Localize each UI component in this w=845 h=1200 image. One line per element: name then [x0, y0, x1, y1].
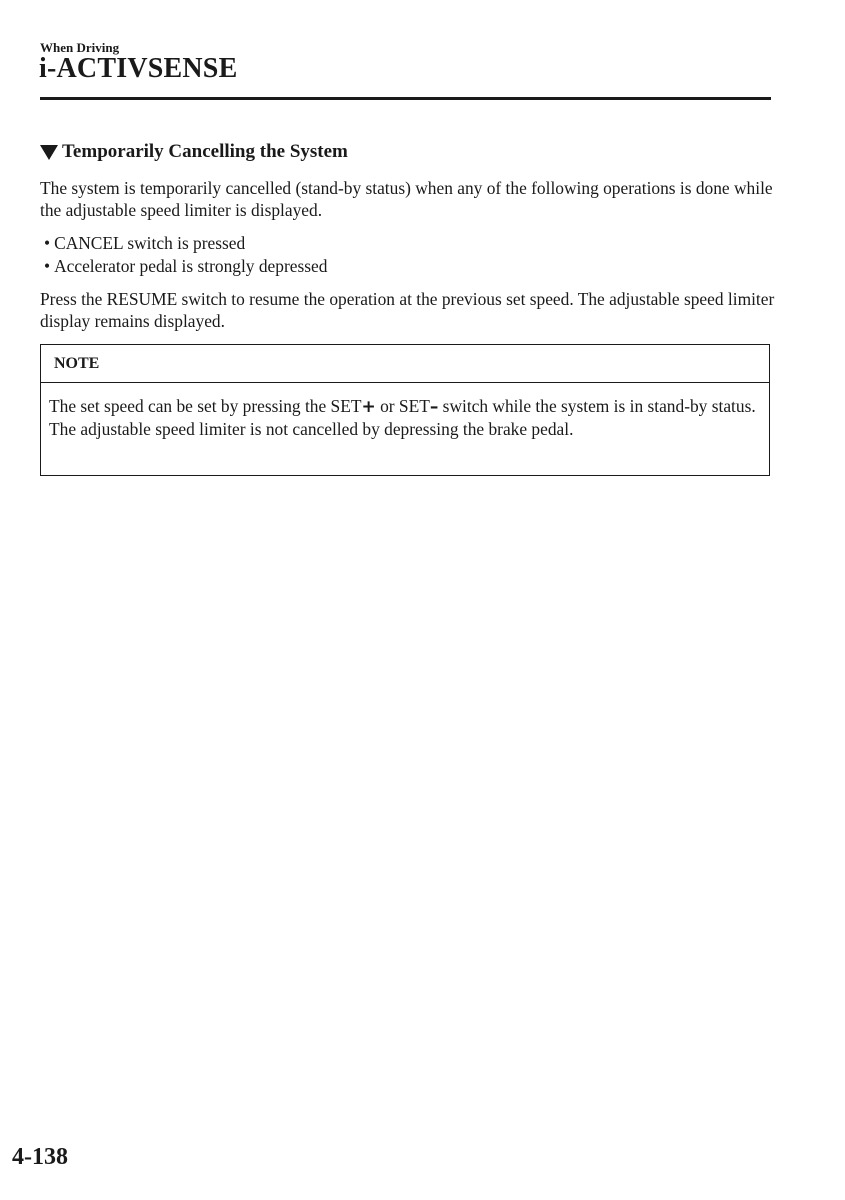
- chapter-label: When Driving: [40, 40, 120, 55]
- note-label: NOTE: [41, 345, 769, 383]
- plus-icon: +: [361, 397, 376, 417]
- operations-list: [44, 232, 327, 277]
- note-body: [41, 383, 769, 440]
- bullet-icon: •: [44, 233, 51, 253]
- header-divider: [40, 97, 771, 100]
- section-title: i-ACTIVSENSE: [39, 53, 238, 84]
- subsection-title: Temporarily Cancelling the System: [62, 141, 348, 162]
- resume-paragraph: Press the RESUME switch to resume the operation at the previous set speed. The adjustable speed limiter display remains displayed.: [40, 289, 775, 331]
- page-number: 4-138: [12, 1144, 68, 1170]
- intro-paragraph: The system is temporarily cancelled (stand-by status) when any of the following operations is done while the adjustable speed limiter is displayed.: [40, 178, 773, 220]
- bullet-icon: •: [44, 255, 51, 276]
- note-box: [40, 344, 770, 476]
- list-item: • Accelerator pedal is strongly depressed: [44, 255, 328, 276]
- note-line-brake: The adjustable speed limiter is not cancelled by depressing the brake pedal.: [49, 419, 574, 439]
- subsection-heading: [40, 141, 348, 163]
- note-line-set-speed: The set speed can be set by pressing the SET+ or SET– switch while the system is in stand-by status.: [49, 396, 756, 417]
- minus-icon: –: [429, 397, 439, 417]
- list-item: • CANCEL switch is pressed: [44, 233, 246, 253]
- triangle-down-icon: [40, 145, 58, 160]
